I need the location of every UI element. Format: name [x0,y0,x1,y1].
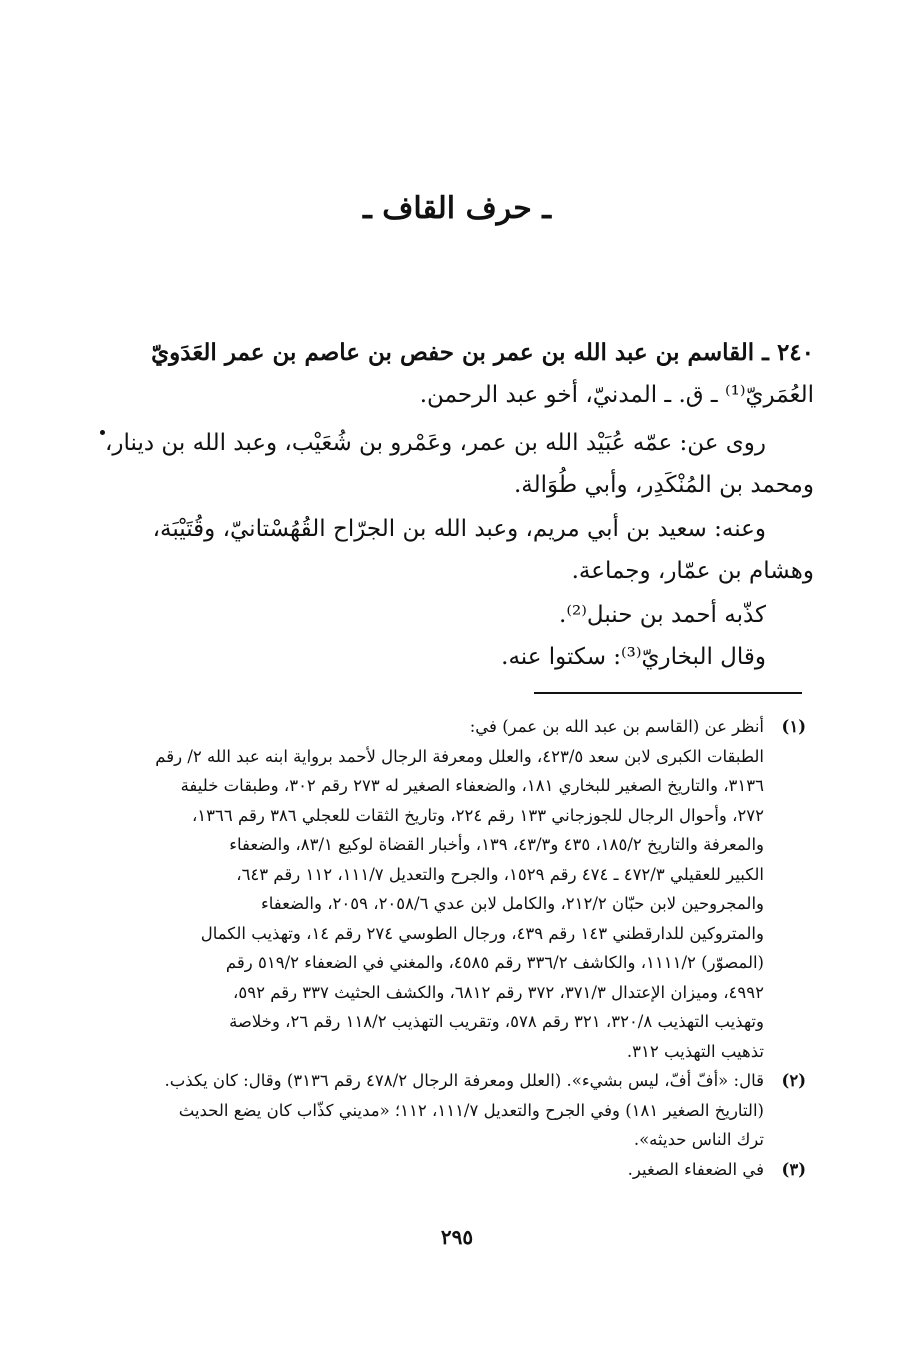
biography-entry [100,332,814,416]
footnote-line: الكبير للعقيلي ٤٧٢/٣ ـ ٤٧٤ رقم ١٥٢٩، والجرح والتعديل ١١١/٧، ١١٢ رقم ٦٤٣، [236,864,764,884]
entry-heading-line-1: ٢٤٠ ـ القاسم بن عبد الله بن عمر بن حفص بن عاصم بن عمر العَدَويّ [151,339,814,366]
narrated-from-paragraph [100,422,814,506]
section-title: ـ حرف القاف ـ [363,191,551,226]
footnote-number: (١) [781,717,806,736]
footnote-number: (٣) [781,1159,806,1179]
margin-dot [100,430,105,435]
narrated-from-line-2: ومحمد بن المُنْكَدِر، وأبي طُوَالة. [513,472,814,498]
footnote-line: والمعرفة والتاريخ ١٨٥/٢، ٤٣٥ و٤٣/٣، ١٣٩، وأخبار القضاة لوكيع ٨٣/١، والضعفاء [229,835,764,854]
footnotes [96,712,806,1184]
footnote-line: قال: «أفّ أفّ، ليس بشيء». (العلل ومعرفة الرجال ٤٧٨/٢ رقم ٣١٣٦) وقال: كان يكذب. [164,1071,764,1090]
footnote-separator [534,692,802,694]
footnote-line: ٤٩٩٢، وميزان الإعتدال ٣٧١/٣، ٣٧٢ رقم ٦٨١٢، والكشف الحثيث ٣٣٧ رقم ٥٩٢، [233,982,764,1002]
footnote-number: (٢) [781,1071,806,1090]
footnote-line: ترك الناس حديثه». [633,1130,764,1149]
footnote-line: ٣١٣٦، والتاريخ الصغير للبخاري ١٨١، والضعفاء الصغير له ٢٧٣ رقم ٣٠٢، وطبقات خليفة [180,776,764,795]
narrated-by-line-1: وعنه: سعيد بن أبي مريم، وعبد الله بن الجرّاح القُهُسْتانيّ، وقُتَيْبَة، [152,516,766,542]
page-number: ٢٩٥ [440,1225,474,1249]
footnote-line: الطبقات الكبرى لابن سعد ٤٢٣/٥، والعلل ومعرفة الرجال لأحمد برواية ابنه عبد الله ٢/ رقم [155,746,764,766]
footnote-3 [96,1155,806,1185]
footnote-line: تذهيب التهذيب ٣١٢. [626,1041,764,1061]
footnote-2 [96,1066,806,1155]
judgment-paragraph [100,594,814,678]
footnote-line: وتهذيب التهذيب ٣٢٠/٨، ٣٢١ رقم ٥٧٨، وتقريب التهذيب ١١٨/٢ رقم ٢٦، وخلاصة [229,1012,764,1031]
footnote-line: (المصوّر) ١١١١/٢، والكاشف ٣٣٦/٢ رقم ٤٥٨٥، والمغني في الضعفاء ٥١٩/٢ رقم [225,953,764,972]
judgment-line-1: كذّبه أحمد بن حنبل⁽²⁾. [559,602,766,628]
narrated-by-line-2: وهشام بن عمّار، وجماعة. [571,558,814,584]
footnote-line: (التاريخ الصغير ١٨١) وفي الجرح والتعديل ١١١/٧، ١١٢؛ «مديني كذّاب كان يضع الحديث [178,1100,764,1120]
footnote-line: والمتروكين للدارقطني ١٤٣ رقم ٤٣٩، ورجال الطوسي ٢٧٤ رقم ١٤، وتهذيب الكمال [200,923,764,943]
entry-heading-line-2: العُمَريّ⁽¹⁾ ـ ق. ـ المدنيّ، أخو عبد الرحمن. [419,382,814,408]
judgment-line-2: وقال البخاريّ⁽³⁾: سكتوا عنه. [501,644,766,670]
footnote-line: ٢٧٢، وأحوال الرجال للجوزجاني ١٣٣ رقم ٢٢٤، وتاريخ الثقات للعجلي ٣٨٦ رقم ١٣٦٦، [191,805,764,825]
footnote-line: والمجروحين لابن حبّان ٢١٢/٢، والكامل لابن عدي ٢٠٥٨/٦، ٢٠٥٩، والضعفاء [260,894,764,913]
narrated-by-paragraph [100,508,814,592]
footnote-line: أنظر عن (القاسم بن عبد الله بن عمر) في: [469,717,764,736]
footnote-line: في الضعفاء الصغير. [627,1159,764,1179]
narrated-from-line-1: روى عن: عمّه عُبَيْد الله بن عمر، وعَمْرو بن شُعَيْب، وعبد الله بن دينار، [104,430,766,456]
footnote-1 [96,712,806,1066]
